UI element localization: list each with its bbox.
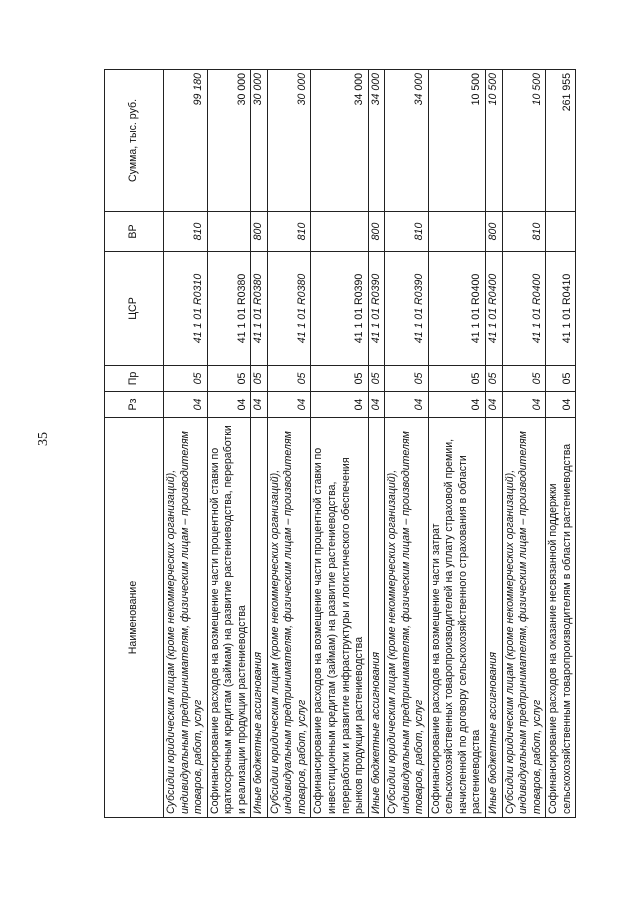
row-pr: 05 [368, 366, 385, 392]
row-csr: 41 1 01 R0410 [546, 252, 576, 366]
row-name: Софинансирование расходов на оказание несвязанной поддержки сельскохозяйственным товаропроизводителям в области растениеводства [546, 418, 576, 818]
row-sum: 30 000 [251, 70, 268, 212]
row-sum: 99 180 [164, 70, 208, 212]
row-rz: 04 [502, 392, 546, 418]
row-csr: 41 1 01 R0380 [207, 252, 251, 366]
budget-table-rotated [104, 70, 573, 818]
row-name: Субсидии юридическим лицам (кроме некоммерческих организаций), индивидуальным предпринимателям, физическим лицам – производителям товаров, работ, услуг [385, 418, 429, 818]
row-sum: 261 955 [546, 70, 576, 212]
header-sum: Сумма, тыс. руб. [105, 70, 164, 212]
budget-table [104, 69, 576, 818]
table-row [251, 70, 268, 818]
row-vr: 810 [385, 212, 429, 252]
table-row [502, 70, 546, 818]
row-pr: 05 [207, 366, 251, 392]
row-rz: 04 [164, 392, 208, 418]
row-name: Софинансирование расходов на возмещение части процентной ставки по инвестиционным кредитам (займам) на развитие растениеводства, переработки и развитие инфраструктуры и логистического обеспечения рынков продукции растениеводства [311, 418, 368, 818]
table-row [164, 70, 208, 818]
row-sum: 10 500 [502, 70, 546, 212]
row-vr: 800 [486, 212, 503, 252]
row-sum: 34 000 [385, 70, 429, 212]
row-vr [207, 212, 251, 252]
row-vr [546, 212, 576, 252]
row-pr: 05 [311, 366, 368, 392]
row-sum: 34 000 [311, 70, 368, 212]
row-sum: 10 500 [486, 70, 503, 212]
row-csr: 41 1 01 R0380 [251, 252, 268, 366]
row-rz: 04 [267, 392, 311, 418]
row-vr [311, 212, 368, 252]
row-csr: 41 1 01 R0390 [311, 252, 368, 366]
row-csr: 41 1 01 R0390 [385, 252, 429, 366]
row-vr: 810 [502, 212, 546, 252]
row-sum: 30 000 [207, 70, 251, 212]
table-row [428, 70, 485, 818]
row-sum: 34 000 [368, 70, 385, 212]
row-vr: 810 [164, 212, 208, 252]
row-name: Субсидии юридическим лицам (кроме некоммерческих организаций), индивидуальным предпринимателям, физическим лицам – производителям товаров, работ, услуг [502, 418, 546, 818]
header-csr: ЦСР [105, 252, 164, 366]
row-pr: 05 [486, 366, 503, 392]
table-row [486, 70, 503, 818]
table-row [267, 70, 311, 818]
row-name: Софинансирование расходов на возмещение части затрат сельскохозяйственных товаропроизводителей на уплату страховой премии, начисленной по договору сельскохозяйственного страхования в области растениеводства [428, 418, 485, 818]
row-name: Иные бюджетные ассигнования [368, 418, 385, 818]
row-rz: 04 [207, 392, 251, 418]
row-name: Субсидии юридическим лицам (кроме некоммерческих организаций), индивидуальным предпринимателям, физическим лицам – производителям товаров, работ, услуг [267, 418, 311, 818]
row-csr: 41 1 01 R0310 [164, 252, 208, 366]
row-csr: 41 1 01 R0380 [267, 252, 311, 366]
row-pr: 05 [267, 366, 311, 392]
table-row [311, 70, 368, 818]
row-rz: 04 [546, 392, 576, 418]
header-name: Наименование [105, 418, 164, 818]
row-csr: 41 1 01 R0400 [502, 252, 546, 366]
row-rz: 04 [486, 392, 503, 418]
row-pr: 05 [251, 366, 268, 392]
table-row [546, 70, 576, 818]
table-header-row [105, 70, 164, 818]
row-pr: 05 [428, 366, 485, 392]
row-name: Иные бюджетные ассигнования [486, 418, 503, 818]
page-number: 35 [36, 432, 51, 446]
row-rz: 04 [368, 392, 385, 418]
header-vr: ВР [105, 212, 164, 252]
table-row [207, 70, 251, 818]
row-csr: 41 1 01 R0390 [368, 252, 385, 366]
row-vr: 810 [267, 212, 311, 252]
table-row [368, 70, 385, 818]
row-sum: 30 000 [267, 70, 311, 212]
row-vr: 800 [368, 212, 385, 252]
table-row [385, 70, 429, 818]
row-rz: 04 [428, 392, 485, 418]
row-vr [428, 212, 485, 252]
row-csr: 41 1 01 R0400 [486, 252, 503, 366]
row-rz: 04 [311, 392, 368, 418]
row-pr: 05 [546, 366, 576, 392]
row-pr: 05 [502, 366, 546, 392]
row-sum: 10 500 [428, 70, 485, 212]
row-name: Иные бюджетные ассигнования [251, 418, 268, 818]
row-name: Софинансирование расходов на возмещение части процентной ставки по краткосрочным кредитам (займам) на развитие растениеводства, переработки и реализации продукции растениеводства [207, 418, 251, 818]
row-pr: 05 [164, 366, 208, 392]
row-pr: 05 [385, 366, 429, 392]
row-csr: 41 1 01 R0400 [428, 252, 485, 366]
header-pr: Пр [105, 366, 164, 392]
header-rz: Рз [105, 392, 164, 418]
row-rz: 04 [385, 392, 429, 418]
row-vr: 800 [251, 212, 268, 252]
row-name: Субсидии юридическим лицам (кроме некоммерческих организаций), индивидуальным предпринимателям, физическим лицам – производителям товаров, работ, услуг [164, 418, 208, 818]
row-rz: 04 [251, 392, 268, 418]
